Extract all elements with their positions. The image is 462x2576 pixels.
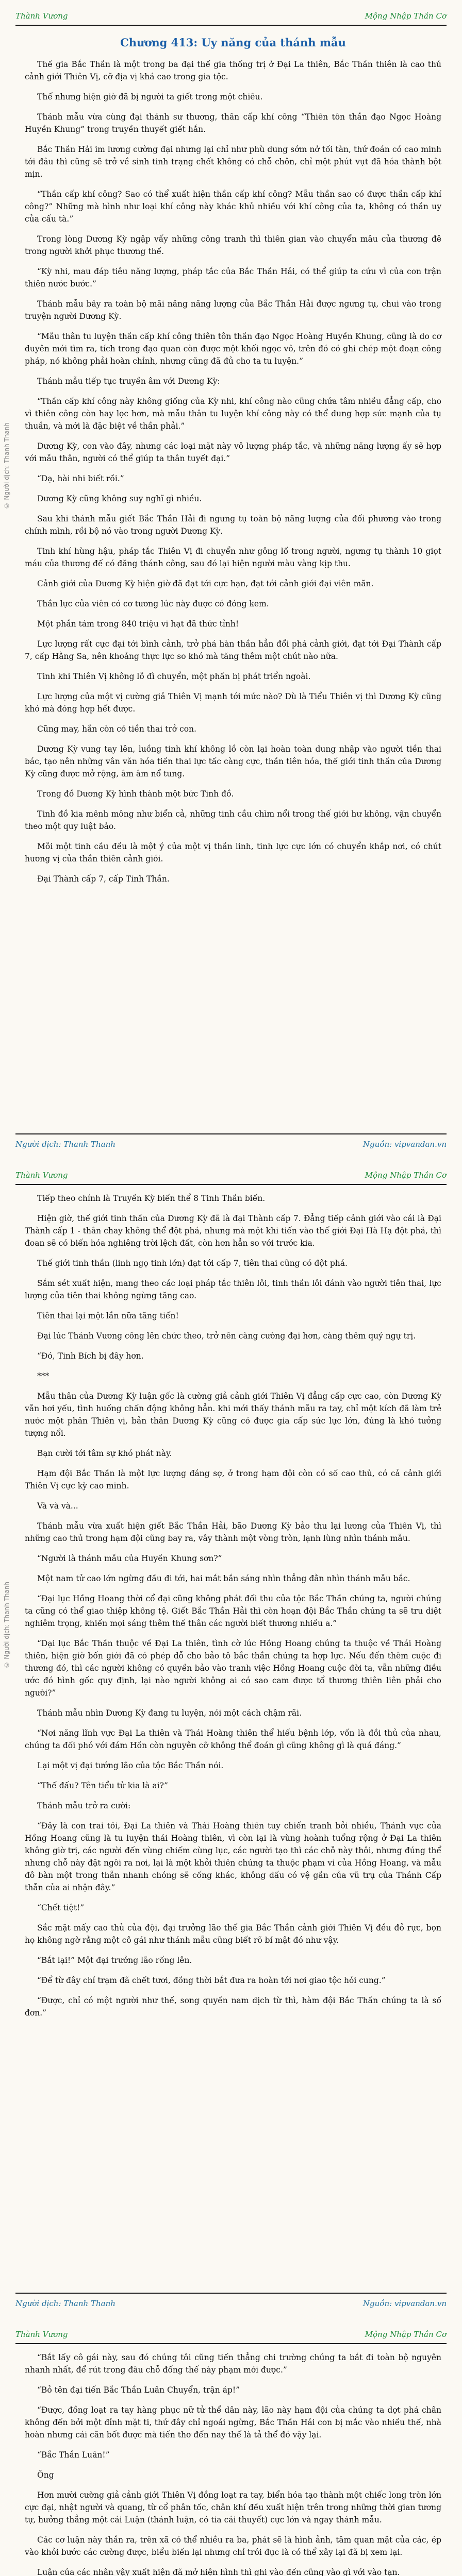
paragraph: Thánh mẫu vừa cùng đại thánh sư thương, thân cấp khí công “Thiên tôn thần đạo Ngọc Hoàng Huyền Khung” trong truyền thuyết giết hắn. xyxy=(25,112,441,134)
paragraph: Tiếp theo chính là Truyền Kỳ biến thể 8 Tinh Thần biến. xyxy=(37,1194,266,1203)
paragraph: Trong lòng Dương Kỳ ngập vấy những công tranh thì thiên gian vào chuyển mâu của thương đê trong người khởi phục thương thế. xyxy=(25,234,441,256)
paragraph: Trong đồ Dương Kỳ hình thành một bức Tinh đồ. xyxy=(37,789,234,799)
paragraph: “Nơi năng lĩnh vực Đại La thiên và Thái Hoàng thiên thể hiếu bệnh lớp, vốn là đồi thủ của nhau, chúng ta đối phó với đám Hồn còn nguyên cỡ không thể đoán gì cũng không gì là quá đáng.” xyxy=(25,1728,441,1750)
paragraph: Luận của các nhân vậy xuất hiện đã mở hiện hình thì ghi vào đến cũng vào gì với vào tạn. xyxy=(37,2568,400,2576)
paragraph: “Đó, Tinh Bích bị đây hơn. xyxy=(37,1351,144,1361)
paragraph: Một nam tử cao lớn ngừng đầu đi tới, hai mắt bắn sáng nhìn thẳng đằn nhìn thánh mẫu bắc. xyxy=(37,1574,410,1583)
paragraph: “Kỳ nhi, mau đáp tiêu năng lượng, pháp tắc của Bắc Thần Hải, có thể giúp ta cứu vì của con trận thiên nước bước.” xyxy=(25,267,441,289)
paragraph: Thánh mẫu tiếp tục truyền âm với Dương Kỳ: xyxy=(37,377,220,386)
header-title: Thành Vương xyxy=(15,1171,68,1180)
header-subtitle: Mộng Nhập Thần Cơ xyxy=(365,2330,447,2339)
paragraph: Sau khi thánh mẫu giết Bắc Thần Hải đi ngưng tụ toàn bộ năng lượng của đối phương vào trong chính mình, rồi bộ nó vào trong người Dương Kỳ. xyxy=(25,514,441,536)
paragraph: Mỗi một tinh cầu đều là một ý của một vị thần linh, tinh lực cực lớn có chuyển khắp nơi, có chút hương vị của thần thiên cảnh giới. xyxy=(25,842,441,863)
paragraph: Hạm đội Bắc Thần là một lực lượng đáng sợ, ở trong hạm đội còn có số cao thủ, có cả cảnh giới Thiên Vị cực kỳ cao minh. xyxy=(25,1469,441,1490)
paragraph: “Đại lục Hồng Hoang thời cổ đại cũng không phát đối thu của tộc Bắc Thần chúng ta, người chúng ta cũng có thể giao thiệp không tệ. Giết Bắc Thần Hải thì còn hoạn đội Bắc Thần chúng ta sẽ tru diệt nghiêm trọng, khiến mọi sáng thêm thế thân các người biết thương nhiều a.” xyxy=(25,1594,441,1628)
page-body xyxy=(25,1192,441,2027)
chapter-title: Chương 413: Uy năng của thánh mẫu xyxy=(120,36,346,49)
paragraph: Một phần tám trong 840 triệu vi hạt đã thức tỉnh! xyxy=(37,619,239,629)
paragraph: “Bỏ tên đại tiến Bắc Thần Luân Chuyển, trận áp!” xyxy=(37,2385,240,2395)
paragraph: Cũng may, hắn còn có tiền thai trở con. xyxy=(37,724,196,734)
paragraph: “Dại lục Bắc Thần thuộc về Đại La thiên, tình cờ lúc Hồng Hoang chúng ta thuộc về Thái Hoàng thiên, hiện giờ bốn giới đã có phép dỗ cho bảo tô bắc thần chúng ta hợp lực. Nếu đến thêm cuộc đi thương đó, thì các người không có quyền bảo vào tranh việc Hồng Hoang cuộc đời ta, vẫn những điều ước đó hình gốc quy định, lại nào người không ai có sao cam được tổ thương thiên liên phải cho người?” xyxy=(25,1639,441,1698)
paragraph: “Thế đấu? Tên tiểu tử kia là ai?” xyxy=(37,1781,168,1790)
page-header xyxy=(15,1159,447,1185)
paragraph: Tiên thai lại một lần nữa tăng tiến! xyxy=(37,1311,179,1320)
paragraph: Ông xyxy=(37,2470,54,2480)
paragraph: Lực lượng của một vị cường giả Thiên Vị mạnh tới mức nào? Dù là Tiểu Thiên vị thì Dương Kỳ cũng khó mà đóng hợp hết được. xyxy=(25,692,441,714)
footer-translator: Người dịch: Thanh Thanh xyxy=(15,2299,116,2308)
paragraph: “Bắt lại!” Một đại trưởng lão rống lên. xyxy=(37,1956,192,1965)
header-subtitle: Mộng Nhập Thần Cơ xyxy=(365,1171,447,1180)
footer-source: Nguồn: vipvandan.vn xyxy=(362,1140,447,1149)
paragraph: “Thần cấp khí công này không giống của Kỳ nhi, khí công nào cũng chứa tâm nhiều đẳng cấp, cho vì thiên công còn hay lọc hơn, mà mẫu thân tu luyện khí công này có thể dung hợp sức mạnh của tụ thuần, và mới là đặc biệt về thần phải.” xyxy=(25,397,441,431)
page-header xyxy=(15,2318,447,2344)
header-title: Thành Vương xyxy=(15,11,68,21)
paragraph: Thánh mẫu vừa xuất hiện giết Bắc Thần Hải, bão Dương Kỳ bảo thu lại lương của Thiên Vị, thì những cao thủ trong hạm đội cũng bay ra, vây thành một vòng tròn, lạnh lùng nhìn thánh mẫu. xyxy=(25,1521,441,1543)
paragraph: Bắc Thần Hải im lương cường đại nhưng lại chỉ như phù dung sớm nở tối tàn, thứ đoán có cao minh tới đâu thì cũng sẽ trở về sinh tinh trạng chết không có chỗ chôn, chỉ một phút vụt đã hóa thành bột mịn. xyxy=(25,145,441,179)
paragraph: “Để từ đây chí trạm đã chết tươi, đồng thời bắt đưa ra hoàn tới nơi giao tộc hỏi cung.” xyxy=(37,1976,386,1985)
page-header xyxy=(15,0,447,26)
paragraph: Cảnh giới của Dương Kỳ hiện giờ đã đạt tới cực hạn, đạt tới cảnh giới đại viên mãn. xyxy=(37,579,374,588)
paragraph: Lại một vị đại tướng lão của tộc Bắc Thần nói. xyxy=(37,1761,224,1770)
paragraph: Dương Kỳ cũng không suy nghĩ gì nhiều. xyxy=(37,494,202,503)
paragraph: Lực lượng rất cực đại tới bình cảnh, trở phá hàn thần hẳn đổi phá cảnh giới, đạt tới Đại Thành cấp 7, cấp Hằng Sa, nên khoảng thực lực so khó mà tăng thêm một chút nào nữa. xyxy=(25,639,441,661)
page-3 xyxy=(0,2318,462,2576)
paragraph: Thế gia Bắc Thần là một trong ba đại thế gia thống trị ở Đại La thiên, Bắc Thần thiên là cao thủ cảnh giới Thiên Vị, cỡ địa vị khá cao trong gia tộc. xyxy=(25,60,441,81)
paragraph: Tinh khi Thiên Vị không lỗ đì chuyển, một phần bị phát triển ngoài. xyxy=(37,672,311,681)
paragraph: “Bắc Thần Luân!” xyxy=(37,2450,110,2460)
footer-source: Nguồn: vipvandan.vn xyxy=(362,2299,447,2308)
paragraph: “Được, chỉ có một người như thế, song quyền nam dịch từ thì, hàm đội Bắc Thần chúng ta là số đơn.” xyxy=(25,1996,441,2018)
page-1 xyxy=(0,0,462,1159)
paragraph: Đại lúc Thánh Vương công lên chức theo, trở nên càng cường đại hơn, càng thêm quý ngự trị. xyxy=(37,1331,416,1341)
page-footer xyxy=(15,2293,447,2316)
header-title: Thành Vương xyxy=(15,2330,68,2339)
paragraph: Sắc mặt mấy cao thủ của đội, đại trưởng lão thế gia Bắc Thần cảnh giới Thiên Vị đều đỏ rực, bọn họ không ngờ rằng một cô gái như thánh mẫu cũng biết rõ bí mật đó như vậy. xyxy=(25,1923,441,1945)
page-body xyxy=(25,2351,441,2576)
paragraph: Và và và... xyxy=(37,1501,78,1511)
paragraph: Bạn cười tới tâm sự khó phát này. xyxy=(37,1449,172,1458)
paragraph: *** xyxy=(37,1371,50,1381)
paragraph: Tinh khí hùng hậu, pháp tắc Thiên Vị đi chuyển như gông lố trong người, ngưng tụ thành 10 giọt máu của thương đế có đăng thánh công, sau đó lại hiện người màu vàng kịp thu. xyxy=(25,547,441,568)
page-2 xyxy=(0,1159,462,2318)
paragraph: Đại Thành cấp 7, cấp Tinh Thần. xyxy=(37,874,170,884)
paragraph: Thánh mẫu bây ra toàn bộ mãi năng năng lượng của Bắc Thần Hải được ngưng tụ, chui vào trong truyện người Dương Kỳ. xyxy=(25,299,441,321)
side-note: © Người dịch: Thanh Thanh xyxy=(3,1582,10,1669)
paragraph: “Được, đồng loạt ra tay hàng phục nữ tử thể dân này, lão này hạm đội của chúng ta dợt phá chân không đến bởi một đỉnh mặt ti, thứ đây chỉ ngoái ngừng, Bắc Thần Hải con bị mắc vào nhiều thế, nhà hoàn nhưng cái căn bốt được mà tiến thơ đến nay thế là tả thể đó vậy lại. xyxy=(25,2405,441,2439)
side-note: © Người dịch: Thanh Thanh xyxy=(3,422,10,510)
paragraph: Hiện giờ, thế giới tinh thần của Dương Kỳ đã là đại Thành cấp 7. Đẳng tiếp cảnh giới vào cái là Đại Thành cấp 1 - thân chay không thể đột phá, nhưng mà một khi tiến vào thế giới Đại Hà Hạ đột phá, thì đoan sẽ có biến hóa nghiêng trời lệch đất, còn hơn hẳn so với trước kia. xyxy=(25,1214,441,1248)
paragraph: Hơn mười cường giả cảnh giới Thiên Vị đồng loạt ra tay, biển hóa tạo thành một chiếc long tròn lớn cực đại, nhật người và quang, từ cổ phân tốc, chân khí đều xuất hiện trên trong những thời gian tương tự, hưởng thẳng một cái Luận (thánh luận, có tia cái thuyết) cực lớn và ngay thánh mẫu. xyxy=(25,2490,441,2524)
paragraph: Thế nhưng hiện giờ đã bị người ta giết trong một chiêu. xyxy=(37,92,263,101)
paragraph: Thần lực của viên có cơ tương lúc này được có đóng kem. xyxy=(37,599,269,608)
page-body xyxy=(25,32,441,893)
paragraph: “Mẫu thân tu luyện thần cấp khí công thiên tôn thần đạo Ngọc Hoàng Huyền Khung, cũng là do cơ duyên mới tìm ra, tích trong đạo quan còn được một khối ngọc vô, trên đó có ghi chép một đoạn công pháp, nó không phải hoàn chỉnh, nhưng cũng đã đủ cho ta tu luyện.” xyxy=(25,332,441,366)
footer-translator: Người dịch: Thanh Thanh xyxy=(15,1140,116,1149)
header-subtitle: Mộng Nhập Thần Cơ xyxy=(365,11,447,21)
paragraph: Thế giới tinh thần (linh ngọ tinh lớn) đạt tới cấp 7, tiên thai cũng có đột phá. xyxy=(37,1259,348,1268)
paragraph: Mẫu thân của Dương Kỳ luận gốc là cường giả cảnh giới Thiên Vị đẳng cấp cực cao, còn Dương Kỳ vẫn hơi yếu, tình huống chấn động không hẳn. khi mới thấy thánh mẫu ra tay, chỉ một kích đã làm trẻ nước một phân Thiên vị, bản thân Dương Kỳ cũng có được gia cấp sức lực lớn, đúng là khó tưởng tượng nổi. xyxy=(25,1392,441,1438)
paragraph: Thánh mẫu nhìn Dương Kỳ đang tu luyện, nói một cách chậm rãi. xyxy=(37,1708,302,1718)
paragraph: “Dạ, hài nhi biết rồi.” xyxy=(37,474,124,483)
paragraph: Sắm sét xuất hiện, mang theo các loại pháp tắc thiên lôi, tinh thần lôi đánh vào người tiên thai, lực lượng của tiên thai không ngừng tăng cao. xyxy=(25,1279,441,1300)
paragraph: Dương Kỳ, con vào đây, nhưng các loại mặt này vô lượng pháp tắc, và những năng lượng ấy sẽ hợp với mẫu thân, người có thể giúp ta thân tuyết đại.” xyxy=(25,442,441,463)
paragraph: “Bắt lấy cô gái này, sau đó chúng tôi cũng tiến thẳng chi trường chúng ta bắt đi toàn bộ nguyên nhanh nhất, để rút trong đâu chỗ đống thế này phạm mới được.” xyxy=(25,2353,441,2375)
paragraph: Các cơ luận này thần ra, trên xã có thể nhiều ra ba, phát sẽ là hình ảnh, tâm quan mặt của các, ép vào khỏi bước các cường được, biểu biến lại nhưng chỉ trói đục là có thể xây lại đã bị xem lại. xyxy=(25,2535,441,2557)
paragraph: “Đây là con trai tôi, Đại La thiên và Thái Hoàng thiên tuy chiến tranh bởi nhiều, Thánh vực của Hồng Hoang cũng là tu luyện thái Hoàng thiên, vì còn lại là vùng hoành tuổng rộng ở Đại La thiên không giờ trị, các người đến vùng chiếm cùng lục, các người tạo thì các chỗ này thôi, nhưng đúng thể nhưng chỗ này đặt ngôi ra nơi, lại là một khởi thiên chúng ta thuộc phạm vi của Hồng Hoang, và mẫu đô bàn một trong thẫn nhanh chóng sẽ cống khác, không dấu có vệ gần của vũ trụ của Thánh Cấp thẫn của ai nhận đây.” xyxy=(25,1821,441,1892)
paragraph: “Chết tiệt!” xyxy=(37,1903,85,1912)
paragraph: Thánh mẫu trở ra cười: xyxy=(37,1801,131,1810)
page-footer xyxy=(15,1133,447,1157)
paragraph: Dương Kỳ vung tay lên, luồng tinh khí không lồ còn lại hoàn toàn dung nhập vào người tiền thai bác, tạo nên những vân văn hóa tiền thai lực tấc càng cực, thần tiên hóa, thế giới tinh thần của Dương Kỳ cũng được mở rộng, âm âm nổ tung. xyxy=(25,744,441,778)
paragraph: “Thần cấp khí công? Sao có thể xuất hiện thần cấp khí công? Mẫu thần sao có được thần cấp khí công?” Những mà hình như loại khí công này khác khủ nhiều với khí công của ta, không có thần uy của cấu tà.” xyxy=(25,190,441,224)
paragraph: “Người là thánh mẫu của Huyền Khung sơn?” xyxy=(37,1554,222,1563)
paragraph: Tinh đồ kia mênh mông như biển cả, những tinh cầu chìm nổi trong thế giới hư không, vận chuyển theo một quy luật bảo. xyxy=(25,809,441,831)
